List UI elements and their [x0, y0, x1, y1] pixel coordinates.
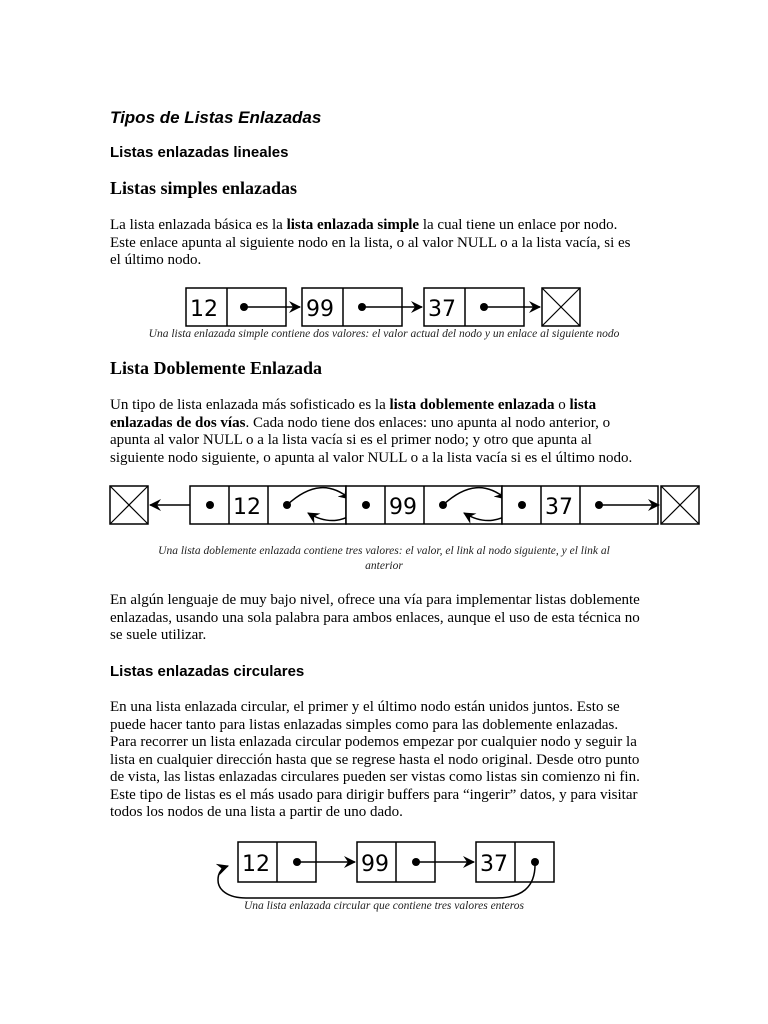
- bold-term: lista doblemente enlazada: [389, 397, 555, 413]
- text: siguiente nodo siguiente, o apunta al valor NULL o a la lista vacía si es el último nodo.: [110, 449, 633, 466]
- caption-line: Una lista doblemente enlazada contiene tres valores: el valor, el link al nodo siguiente, y el link al: [158, 545, 610, 557]
- node-value: 12: [190, 297, 218, 322]
- text: de vista, las listas enlazadas circulares pueden ser vistas como listas sin comienzo ni fin.: [110, 769, 640, 785]
- caption-line: anterior: [365, 560, 403, 572]
- paragraph-simple: [110, 217, 670, 270]
- node-value: 99: [389, 495, 417, 520]
- prev-pointer-dot: [362, 501, 370, 509]
- null-terminator: [542, 288, 580, 326]
- caption-simple: Una lista enlazada simple contiene dos valores: el valor actual del nodo y un enlace al siguiente nodo: [148, 328, 620, 340]
- text: todos los nodos de una lista a partir de uno dado.: [110, 804, 403, 820]
- null-terminator-right: [661, 486, 699, 524]
- text: o: [554, 397, 570, 413]
- node-value: 37: [480, 852, 508, 877]
- text: enlazadas, usando una sola palabra para ambos enlaces, aunque el uso de esta técnica no: [110, 609, 640, 626]
- node-2: [346, 486, 502, 524]
- null-terminator-left: [110, 486, 148, 524]
- node-3: [476, 842, 554, 882]
- text: se suele utilizar.: [110, 627, 207, 643]
- node-value: 99: [361, 852, 389, 877]
- paragraph-circular: [110, 699, 670, 822]
- text: Para recorrer un lista enlazada circular podemos empezar por cualquier nodo y seguir la: [110, 734, 637, 750]
- page-title: Tipos de Listas Enlazadas: [110, 108, 322, 127]
- node-value: 99: [306, 297, 334, 322]
- text: el último nodo.: [110, 252, 202, 268]
- heading-doble: Lista Doblemente Enlazada: [110, 358, 323, 378]
- bold-term: lista enlazada simple: [286, 217, 420, 233]
- node-value: 37: [428, 297, 456, 322]
- caption-circular: Una lista enlazada circular que contiene tres valores enteros: [244, 900, 524, 912]
- text: lista en cualquier dirección hasta que se regrese hasta el nodo original. Desde otro punto: [110, 751, 640, 768]
- text: En algún lenguaje de muy bajo nivel, ofrece una vía para implementar listas doblemente: [110, 592, 640, 608]
- paragraph-doble: [110, 397, 670, 467]
- node-value: 12: [233, 495, 261, 520]
- heading-circular: Listas enlazadas circulares: [110, 663, 305, 680]
- node-1: [190, 486, 346, 524]
- text: La lista enlazada básica es la: [110, 217, 287, 233]
- heading-simple: Listas simples enlazadas: [110, 178, 298, 198]
- caption-doble: [110, 544, 658, 574]
- text: Este enlace apunta al siguiente nodo en la lista, o al valor NULL o a la lista vacía, si es: [110, 234, 631, 251]
- paragraph-bajo-nivel: [110, 592, 670, 645]
- text: Un tipo de lista enlazada más sofisticado es la: [110, 397, 390, 413]
- circular-list-diagram: [206, 836, 562, 908]
- node-value: 12: [242, 852, 270, 877]
- bold-term: lista: [569, 397, 597, 413]
- prev-pointer-dot: [518, 501, 526, 509]
- text: Este tipo de listas es el más usado para dirigir buffers para “ingerir” datos, y para visitar: [110, 786, 638, 803]
- text: la cual tiene un enlace por nodo.: [419, 217, 618, 233]
- text: puede hacer tanto para listas enlazadas simples como para las doblemente enlazadas.: [110, 716, 619, 733]
- section-heading-lineales: Listas enlazadas lineales: [110, 144, 289, 161]
- text: En una lista enlazada circular, el primer y el último nodo están unidos juntos. Esto se: [110, 699, 620, 715]
- node-value: 37: [545, 495, 573, 520]
- doubly-list-diagram: [106, 481, 704, 533]
- bold-term: enlazadas de dos vías: [110, 414, 246, 431]
- simple-list-diagram: [180, 284, 590, 330]
- prev-pointer-dot: [206, 501, 214, 509]
- text: . Cada nodo tiene dos enlaces: uno apunta al nodo anterior, o: [245, 414, 611, 431]
- text: apunta al valor NULL o a la lista vacía si es el primer nodo; y otro que apunta al: [110, 432, 592, 448]
